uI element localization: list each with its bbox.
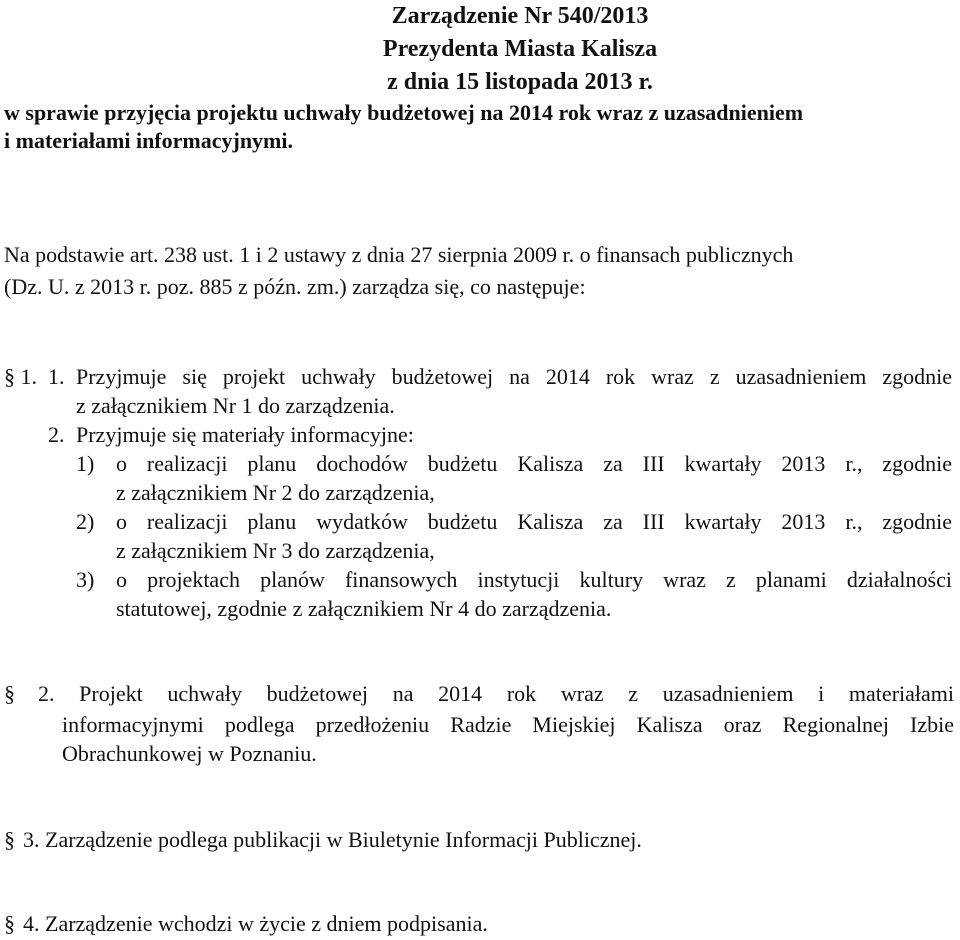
section2-mark: § — [4, 681, 15, 706]
section1-p2-number: 2. — [48, 422, 65, 447]
document-date: z dnia 15 listopada 2013 r. — [387, 69, 653, 95]
section1-mark: § 1. — [4, 364, 37, 389]
section2-line3: Obrachunkowej w Poznaniu. — [62, 741, 317, 766]
document-subject-line1: w sprawie przyjęcia projektu uchwały budżetowej na 2014 rok wraz z uzasadnieniem — [4, 100, 804, 125]
section1-item3-line2: statutowej, zgodnie z załącznikiem Nr 4 do zarządzenia. — [116, 596, 612, 621]
document-issuer: Prezydenta Miasta Kalisza — [382, 36, 658, 62]
section1-p1-line1: Przyjmuje się projekt uchwały budżetowej na 2014 rok wraz z uzasadnieniem zgodnie — [76, 364, 952, 389]
section1-p1-number: 1. — [48, 364, 65, 389]
document-title: Zarządzenie Nr 540/2013 — [391, 3, 649, 29]
section3-text: 3. Zarządzenie podlega publikacji w Biuletynie Informacji Publicznej. — [23, 827, 642, 852]
section4-text: 4. Zarządzenie wchodzi w życie z dniem podpisania. — [23, 911, 488, 936]
section3-mark: § — [4, 827, 15, 852]
section1-item2-line1: o realizacji planu wydatków budżetu Kalisza za III kwartały 2013 r., zgodnie — [116, 509, 952, 534]
section1-item1-number: 1) — [76, 451, 95, 476]
section1-p2-text: Przyjmuje się materiały informacyjne: — [76, 422, 414, 447]
section1-item1-line2: z załącznikiem Nr 2 do zarządzenia, — [116, 480, 435, 505]
section1-item2-number: 2) — [76, 509, 95, 534]
section2-line2: informacyjnymi podlega przedłożeniu Radzie Miejskiej Kalisza oraz Regionalnej Izbie — [62, 712, 954, 737]
section1-item2-line2: z załącznikiem Nr 3 do zarządzenia, — [116, 538, 435, 563]
section1-item3-line1: o projektach planów finansowych instytucji kultury wraz z planami działalności — [116, 567, 952, 592]
section2-line1: 2. Projekt uchwały budżetowej na 2014 rok wraz z uzasadnieniem i materiałami — [38, 681, 954, 706]
section1-item1-line1: o realizacji planu dochodów budżetu Kalisza za III kwartały 2013 r., zgodnie — [116, 451, 952, 476]
document-subject-line2: i materiałami informacyjnymi. — [4, 128, 293, 153]
preamble-line2: (Dz. U. z 2013 r. poz. 885 z późn. zm.) zarządza się, co następuje: — [4, 274, 586, 299]
section1-p1-line2: z załącznikiem Nr 1 do zarządzenia. — [76, 393, 395, 418]
preamble-line1: Na podstawie art. 238 ust. 1 i 2 ustawy z dnia 27 sierpnia 2009 r. o finansach publicznych — [4, 242, 794, 267]
section4-mark: § — [4, 911, 15, 936]
section1-item3-number: 3) — [76, 567, 95, 592]
